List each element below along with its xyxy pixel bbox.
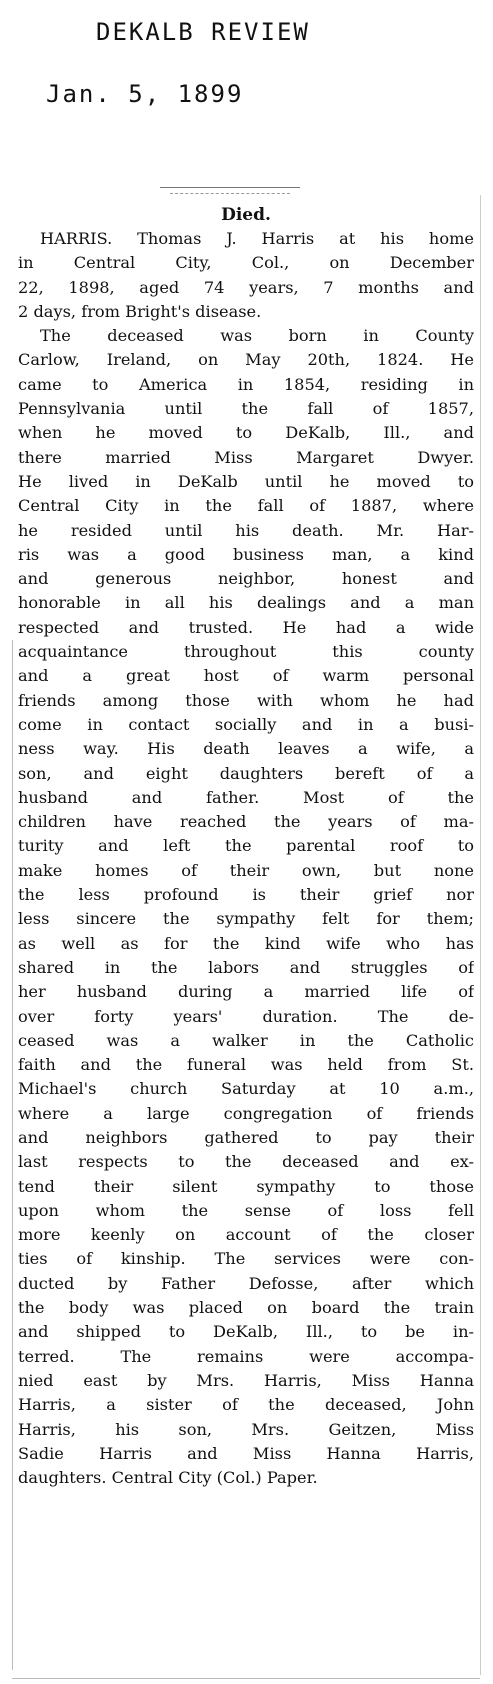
- text-line: shared in the labors and struggles of: [18, 957, 474, 977]
- text-line: respected and trusted. He had a wide: [18, 617, 474, 637]
- text-line: faith and the funeral was held from St.: [18, 1055, 474, 1075]
- text-line: HARRIS. Thomas J. Harris at his home: [40, 229, 474, 248]
- obituary-heading: Died.: [221, 205, 271, 225]
- publication-date: Jan. 5, 1899: [46, 80, 244, 108]
- publication-name: DEKALB REVIEW: [96, 18, 310, 46]
- text-line: terred. The remains were accompa-: [18, 1346, 474, 1366]
- text-line: make homes of their own, but none: [18, 860, 474, 880]
- text-line: upon whom the sense of loss fell: [18, 1200, 474, 1220]
- text-line: 2 days, from Bright's disease.: [18, 301, 262, 321]
- text-line: her husband during a married life of: [18, 982, 474, 1002]
- text-line: there married Miss Margaret Dwyer.: [18, 447, 474, 467]
- text-line: Carlow, Ireland, on May 20th, 1824. He: [18, 350, 474, 370]
- text-line: children have reached the years of ma-: [18, 812, 474, 832]
- text-line: The deceased was born in County: [40, 326, 474, 346]
- text-line: came to America in 1854, residing in: [18, 374, 474, 394]
- clipping-right-edge: [480, 195, 481, 1675]
- text-line: in Central City, Col., on December: [18, 253, 474, 273]
- text-line: son, and eight daughters bereft of a: [18, 763, 474, 783]
- text-line: and neighbors gathered to pay their: [18, 1127, 474, 1147]
- text-line: more keenly on account of the closer: [18, 1225, 474, 1245]
- newspaper-clipping: [10, 175, 482, 1680]
- text-line: turity and left the parental roof to: [18, 836, 474, 856]
- text-line: less sincere the sympathy felt for them;: [18, 909, 474, 929]
- text-line: Michael's church Saturday at 10 a.m.,: [18, 1079, 474, 1099]
- text-line: He lived in DeKalb until he moved to: [18, 471, 474, 491]
- text-line: acquaintance throughout this county: [18, 642, 474, 662]
- clipping-bottom-edge: [12, 1678, 480, 1679]
- column-rule: [160, 187, 300, 188]
- obituary-text: [18, 227, 474, 1490]
- clipping-left-edge: [12, 640, 13, 1670]
- text-line: over forty years' duration. The de-: [18, 1006, 474, 1026]
- text-line: nied east by Mrs. Harris, Miss Hanna: [18, 1370, 474, 1390]
- text-line: ceased was a walker in the Catholic: [18, 1030, 474, 1050]
- text-line: Sadie Harris and Miss Hanna Harris,: [18, 1443, 474, 1463]
- column-rule-dashed: [170, 193, 290, 194]
- text-line: come in contact socially and in a busi-: [18, 714, 474, 734]
- text-line: last respects to the deceased and ex-: [18, 1152, 474, 1172]
- text-line: 22, 1898, aged 74 years, 7 months and: [18, 277, 474, 297]
- text-line: and shipped to DeKalb, Ill., to be in-: [18, 1322, 474, 1342]
- text-line: and a great host of warm personal: [18, 666, 474, 686]
- text-line: friends among those with whom he had: [18, 690, 474, 710]
- text-line: ness way. His death leaves a wife, a: [18, 739, 474, 759]
- text-line: ducted by Father Defosse, after which: [18, 1273, 474, 1293]
- text-line: and generous neighbor, honest and: [18, 569, 474, 589]
- text-line: when he moved to DeKalb, Ill., and: [18, 423, 474, 443]
- text-line: husband and father. Most of the: [18, 787, 474, 807]
- text-line: honorable in all his dealings and a man: [18, 593, 474, 613]
- text-line: Pennsylvania until the fall of 1857,: [18, 399, 474, 419]
- text-line: Central City in the fall of 1887, where: [18, 496, 474, 516]
- text-line: Harris, a sister of the deceased, John: [18, 1395, 474, 1415]
- clipping-source-header: [0, 0, 493, 170]
- text-line: he resided until his death. Mr. Har-: [18, 520, 474, 540]
- text-line: ris was a good business man, a kind: [18, 544, 474, 564]
- text-line: Harris, his son, Mrs. Geitzen, Miss: [18, 1419, 474, 1439]
- text-line: where a large congregation of friends: [18, 1103, 474, 1123]
- text-line: ties of kinship. The services were con-: [18, 1249, 474, 1269]
- text-line: as well as for the kind wife who has: [18, 933, 474, 953]
- text-line: the less profound is their grief nor: [18, 885, 474, 905]
- text-line: the body was placed on board the train: [18, 1298, 474, 1318]
- text-line: daughters. Central City (Col.) Paper.: [18, 1468, 318, 1488]
- text-line: tend their silent sympathy to those: [18, 1176, 474, 1196]
